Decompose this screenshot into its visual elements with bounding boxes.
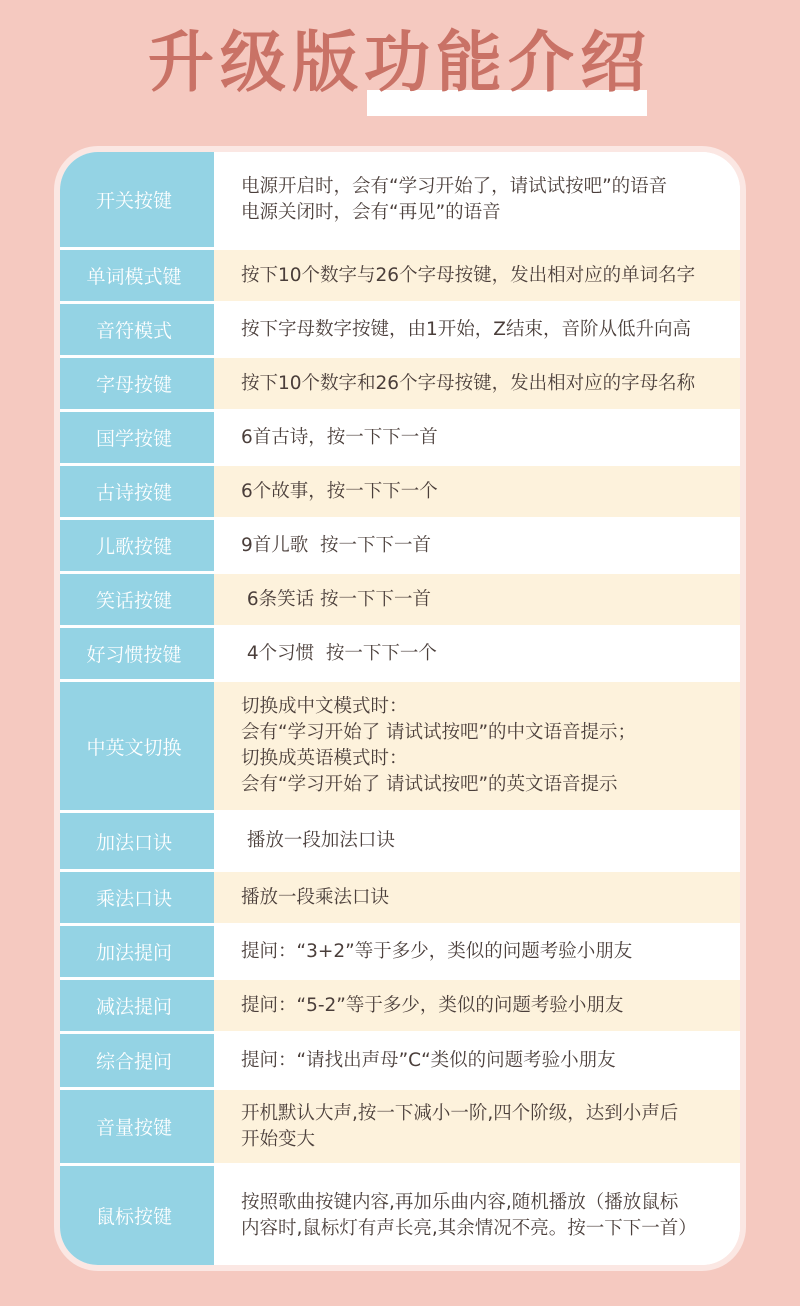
row-description (214, 628, 740, 679)
row-label: 音量按键 (60, 1090, 214, 1163)
row-description (214, 250, 740, 301)
description-line: 切换成中文模式时： (241, 696, 408, 717)
table-row (60, 152, 740, 247)
row-label: 鼠标按键 (60, 1166, 214, 1265)
row-description (214, 980, 740, 1031)
table-row (60, 304, 740, 355)
row-label: 笑话按键 (60, 574, 214, 625)
row-label: 乘法口诀 (60, 872, 214, 923)
table-row (60, 1034, 740, 1087)
description-line: 9首儿歌 按一下下一首 (241, 534, 432, 556)
row-label: 开关按键 (60, 152, 214, 247)
table-row (60, 250, 740, 301)
row-description (214, 1034, 740, 1087)
description-line: 按下10个数字和26个字母按键，发出相对应的字母名称 (241, 372, 696, 394)
row-label: 字母按键 (60, 358, 214, 409)
row-description (214, 358, 740, 409)
table-row (60, 813, 740, 869)
description-line: 6首古诗，按一下下一首 (241, 426, 438, 448)
row-label: 国学按键 (60, 412, 214, 463)
row-label: 加法口诀 (60, 813, 214, 869)
description-line: 切换成英语模式时： (241, 748, 408, 769)
row-description (214, 574, 740, 625)
description-line: 播放一段乘法口诀 (241, 886, 390, 908)
description-line: 按照歌曲按键内容,再加乐曲内容,随机播放（播放鼠标 (241, 1191, 679, 1213)
table-row (60, 628, 740, 679)
row-label: 古诗按键 (60, 466, 214, 517)
table-row (60, 1090, 740, 1163)
description-line: 开机默认大声,按一下减小一阶,四个阶级，达到小声后 (241, 1102, 679, 1124)
row-label: 儿歌按键 (60, 520, 214, 571)
row-label: 加法提问 (60, 926, 214, 977)
description-line: 会有“学习开始了 请试试按吧”的中文语音提示； (241, 722, 637, 743)
table-row (60, 980, 740, 1031)
table-row (60, 466, 740, 517)
row-description (214, 872, 740, 923)
row-label: 好习惯按键 (60, 628, 214, 679)
table-row (60, 1166, 740, 1265)
description-line: 开始变大 (241, 1128, 316, 1150)
row-label: 中英文切换 (60, 682, 214, 810)
row-description (214, 926, 740, 977)
description-line: 会有“学习开始了 请试试按吧”的英文语音提示 (241, 774, 618, 795)
table-row (60, 520, 740, 571)
feature-table (60, 152, 740, 1265)
row-description (214, 1166, 740, 1265)
table-row (60, 682, 740, 810)
description-line: 提问：“请找出声母”C“类似的问题考验小朋友 (241, 1049, 616, 1071)
description-line: 提问：“3+2”等于多少，类似的问题考验小朋友 (241, 940, 633, 962)
page-title: 升级版功能介绍 (148, 24, 652, 101)
description-line: 4个习惯 按一下下一个 (241, 642, 437, 664)
row-label: 综合提问 (60, 1034, 214, 1087)
row-description (214, 682, 740, 810)
table-row (60, 574, 740, 625)
description-line: 6条笑话 按一下下一首 (241, 588, 432, 610)
row-label: 单词模式键 (60, 250, 214, 301)
description-line: 按下字母数字按键，由1开始，Z结束，音阶从低升向高 (241, 318, 691, 340)
description-line: 6个故事，按一下下一个 (241, 480, 438, 502)
row-description (214, 520, 740, 571)
row-description (214, 152, 740, 247)
description-line: 提问：“5-2”等于多少，类似的问题考验小朋友 (241, 994, 624, 1016)
description-line: 播放一段加法口诀 (241, 830, 395, 851)
table-row (60, 926, 740, 977)
title-area (0, 18, 800, 108)
description-line: 内容时,鼠标灯有声长亮,其余情况不亮。按一下下一首） (241, 1217, 697, 1239)
description-line: 电源关闭时，会有“再见”的语音 (241, 201, 501, 223)
row-description (214, 813, 740, 869)
table-row (60, 412, 740, 463)
table-row (60, 872, 740, 923)
description-line: 电源开启时，会有“学习开始了，请试试按吧”的语音 (241, 175, 668, 197)
row-description (214, 1090, 740, 1163)
row-description (214, 412, 740, 463)
row-label: 音符模式 (60, 304, 214, 355)
row-description (214, 466, 740, 517)
description-line: 按下10个数字与26个字母按键，发出相对应的单词名字 (241, 264, 696, 286)
table-row (60, 358, 740, 409)
row-description (214, 304, 740, 355)
row-label: 减法提问 (60, 980, 214, 1031)
